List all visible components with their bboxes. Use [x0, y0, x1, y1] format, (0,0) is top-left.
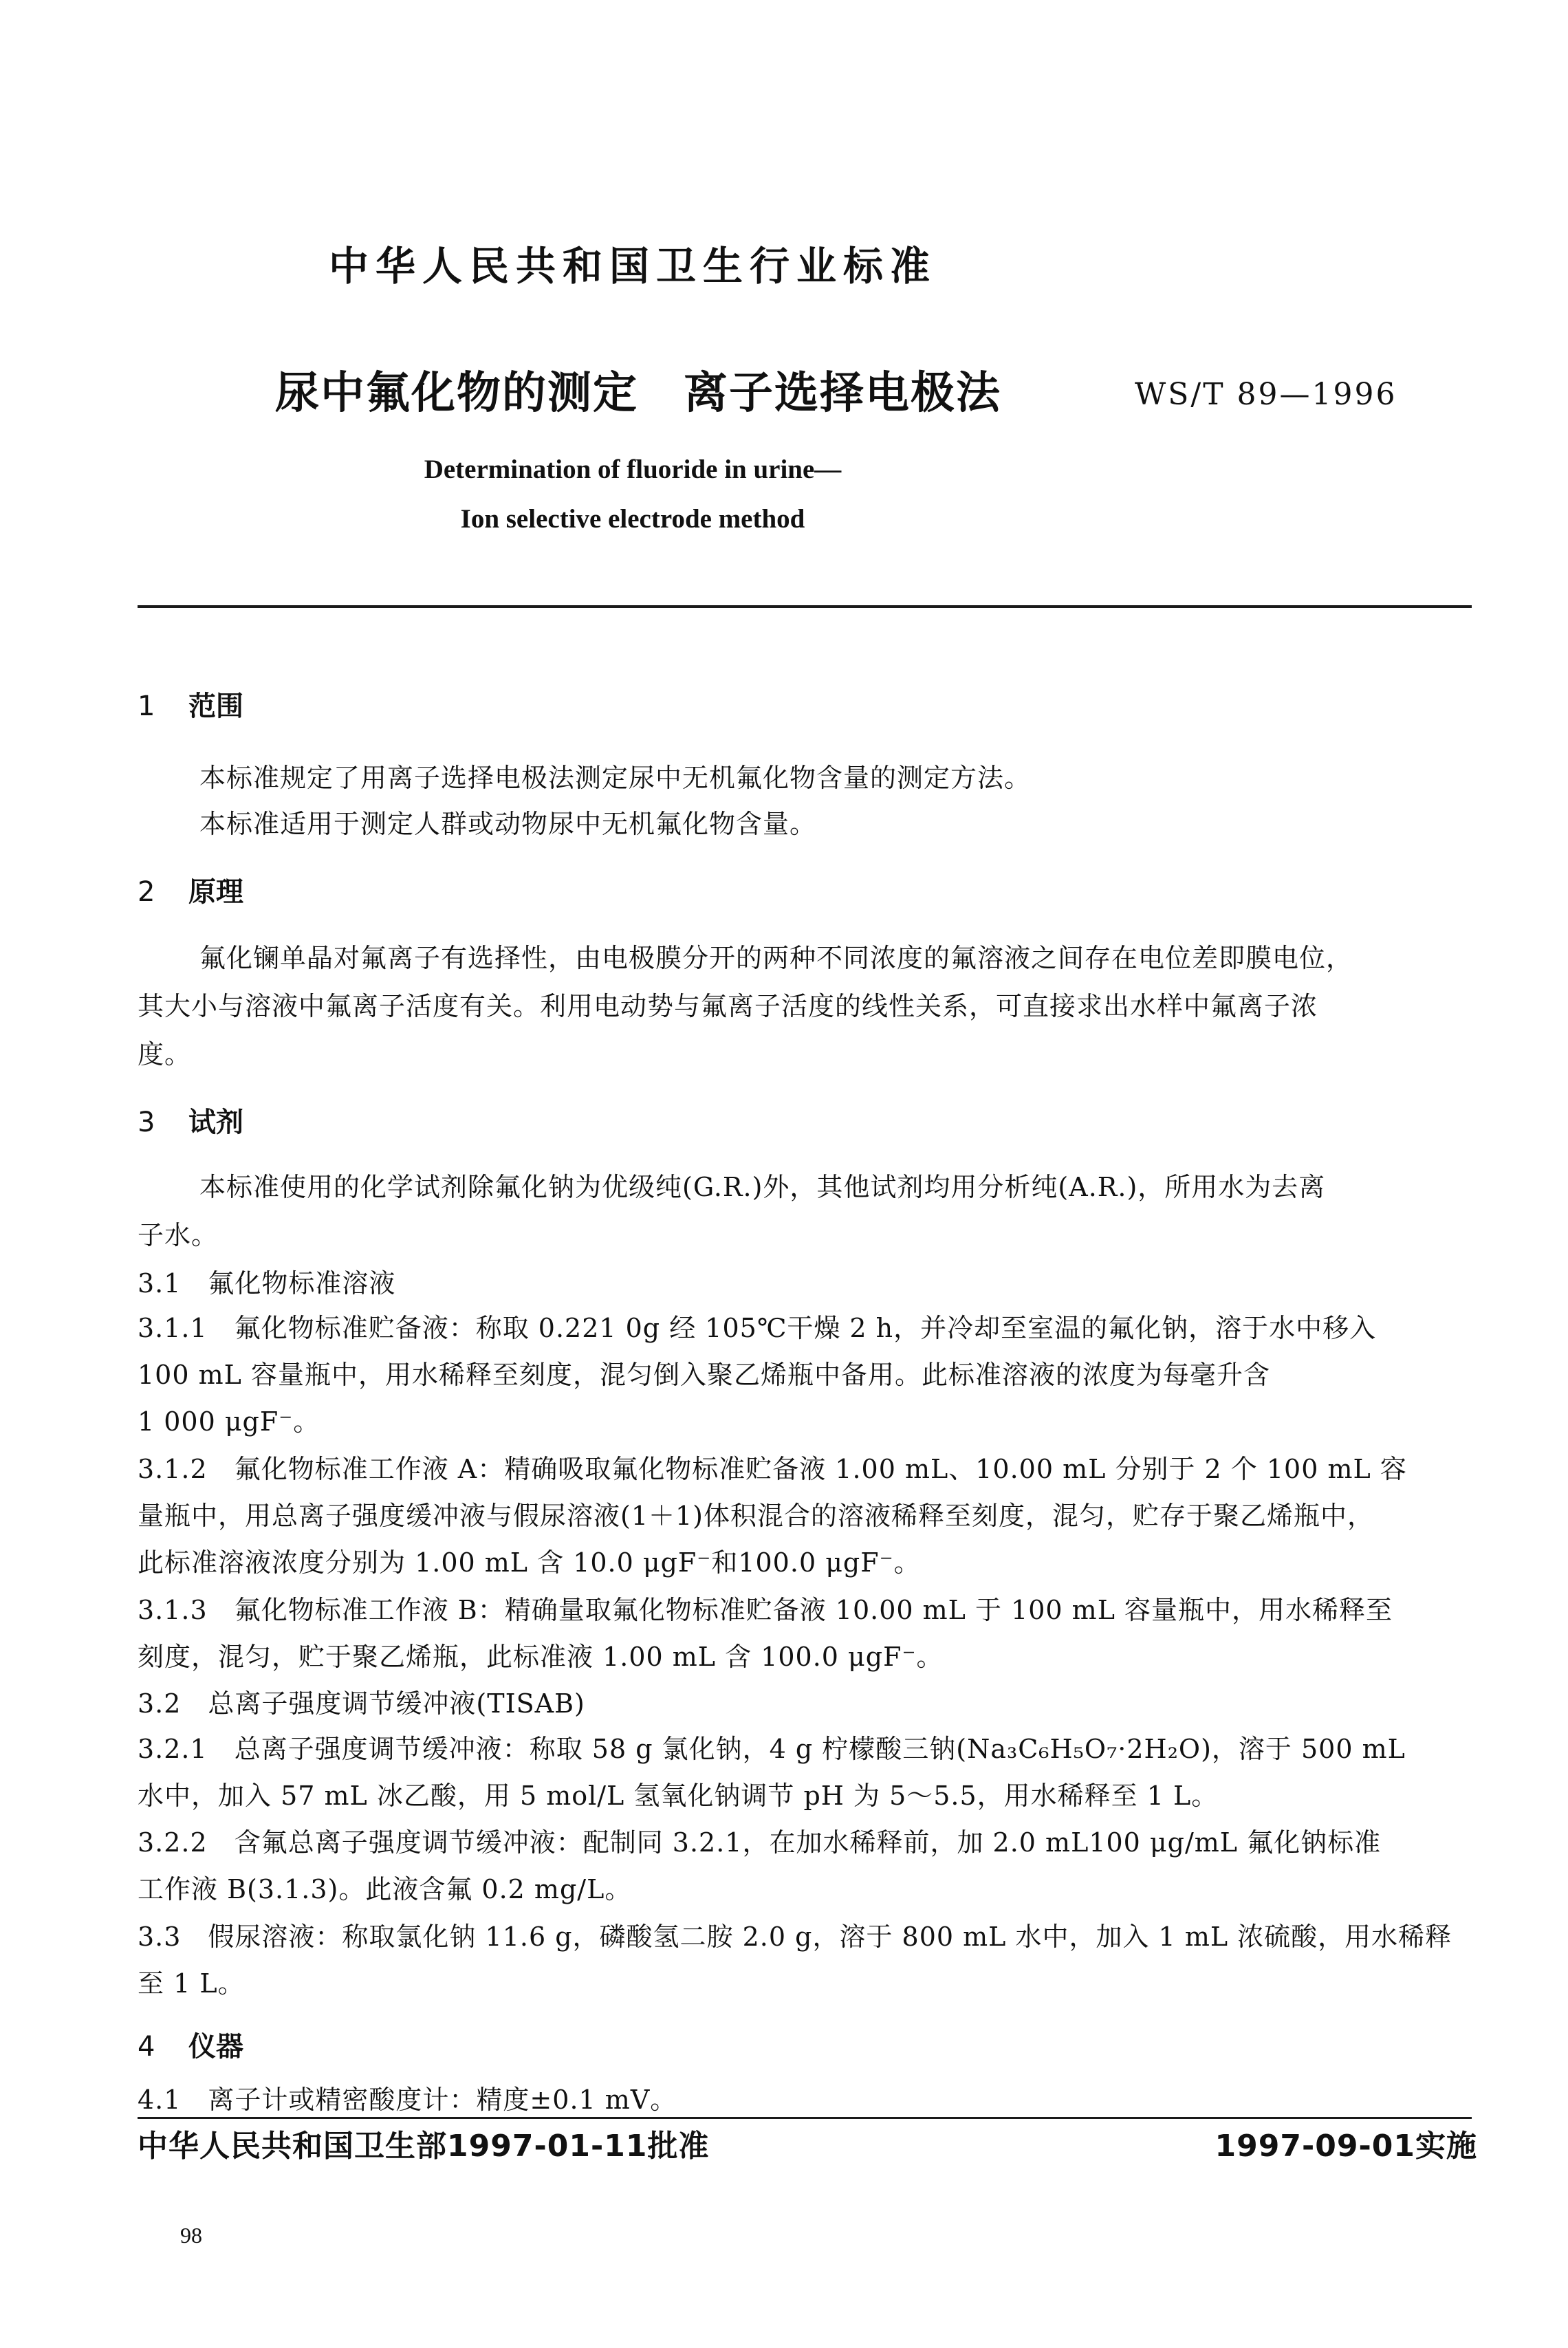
document-title: 尿中氟化物的测定 离子选择电极法 — [275, 368, 1001, 419]
paragraph-line: 此标准溶液浓度分别为 1.00 mL 含 10.0 μgF⁻和100.0 μgF⁻。 — [138, 1547, 921, 1578]
paragraph-line: 3.2.2 含氟总离子强度调节缓冲液：配制同 3.2.1，在加水稀释前，加 2.0 mL100 μg/mL 氟化钠标准 — [138, 1827, 1382, 1858]
paragraph-line: 度。 — [138, 1039, 192, 1069]
section-number: 2 — [138, 876, 155, 908]
paragraph-line: 水中，加入 57 mL 冰乙酸，用 5 mol/L 氢氧化钠调节 pH 为 5～5.5，用水稀释至 1 L。 — [138, 1781, 1219, 1811]
section-title: 试剂 — [188, 1107, 243, 1138]
section-number: 4 — [138, 2031, 155, 2063]
paragraph-line: 氟化镧单晶对氟离子有选择性，由电极膜分开的两种不同浓度的氟溶液之间存在电位差即膜电位， — [199, 943, 1353, 973]
page-number: 98 — [180, 2223, 202, 2248]
paragraph-line: 本标准使用的化学试剂除氟化钠为优级纯(G.R.)外，其他试剂均用分析纯(A.R.)，所用水为去离 — [199, 1172, 1326, 1202]
paragraph-line: 3.1.2 氟化物标准工作液 A：精确吸取氟化物标准贮备液 1.00 mL、10.00 mL 分别于 2 个 100 mL 容 — [138, 1454, 1407, 1484]
standard-category-title: 中华人民共和国卫生行业标准 — [328, 243, 937, 290]
paragraph-line: 1 000 μgF⁻。 — [138, 1406, 320, 1437]
footer-divider — [138, 2117, 1472, 2119]
paragraph-line: 子水。 — [138, 1220, 219, 1250]
subsection-heading: 3.2 总离子强度调节缓冲液(TISAB) — [138, 1688, 585, 1719]
paragraph-line: 工作液 B(3.1.3)。此液含氟 0.2 mg/L。 — [138, 1874, 632, 1904]
paragraph-line: 量瓶中，用总离子强度缓冲液与假尿溶液(1＋1)体积混合的溶液稀释至刻度，混匀，贮存于聚乙烯瓶中， — [138, 1501, 1375, 1531]
subsection-heading: 3.1 氟化物标准溶液 — [138, 1268, 396, 1298]
english-title-line-1: Determination of fluoride in urine— — [424, 455, 842, 484]
paragraph-line: 4.1 离子计或精密酸度计：精度±0.1 mV。 — [138, 2085, 677, 2115]
section-title: 仪器 — [188, 2031, 243, 2063]
section-heading-1 — [138, 684, 243, 724]
section-heading-4 — [138, 2025, 243, 2064]
standard-code: WS/T 89—1996 — [1135, 377, 1397, 412]
paragraph-line: 100 mL 容量瓶中，用水稀释至刻度，混匀倒入聚乙烯瓶中备用。此标准溶液的浓度为每毫升含 — [138, 1360, 1270, 1390]
section-title: 原理 — [188, 876, 243, 908]
section-title: 范围 — [188, 691, 243, 722]
section-heading-3 — [138, 1100, 243, 1140]
paragraph-line: 本标准规定了用离子选择电极法测定尿中无机氟化物含量的测定方法。 — [199, 763, 1032, 793]
paragraph-line: 3.1.1 氟化物标准贮备液：称取 0.221 0g 经 105℃干燥 2 h，并冷却至室温的氟化钠，溶于水中移入 — [138, 1313, 1377, 1343]
section-number: 3 — [138, 1107, 155, 1138]
section-heading-2 — [138, 870, 243, 909]
header-divider — [138, 605, 1472, 608]
paragraph-line: 3.3 假尿溶液：称取氯化钠 11.6 g，磷酸氢二胺 2.0 g，溶于 800 mL 水中，加入 1 mL 浓硫酸，用水稀释 — [138, 1922, 1452, 1952]
paragraph-line: 本标准适用于测定人群或动物尿中无机氟化物含量。 — [199, 809, 817, 839]
english-title-line-2: Ion selective electrode method — [460, 504, 805, 534]
approval-note: 中华人民共和国卫生部1997-01-11批准 — [138, 2129, 710, 2164]
section-number: 1 — [138, 691, 155, 722]
paragraph-line: 至 1 L。 — [138, 1968, 245, 1999]
effective-date: 1997-09-01实施 — [1215, 2129, 1477, 2164]
paragraph-line: 刻度，混匀，贮于聚乙烯瓶，此标准液 1.00 mL 含 100.0 μgF⁻。 — [138, 1642, 944, 1672]
paragraph-line: 其大小与溶液中氟离子活度有关。利用电动势与氟离子活度的线性关系，可直接求出水样中氟离子浓 — [138, 991, 1318, 1021]
paragraph-line: 3.1.3 氟化物标准工作液 B：精确量取氟化物标准贮备液 10.00 mL 于 100 mL 容量瓶中，用水稀释至 — [138, 1595, 1393, 1625]
paragraph-line: 3.2.1 总离子强度调节缓冲液：称取 58 g 氯化钠，4 g 柠檬酸三钠(Na₃C₆H₅O₇·2H₂O)，溶于 500 mL — [138, 1734, 1406, 1764]
